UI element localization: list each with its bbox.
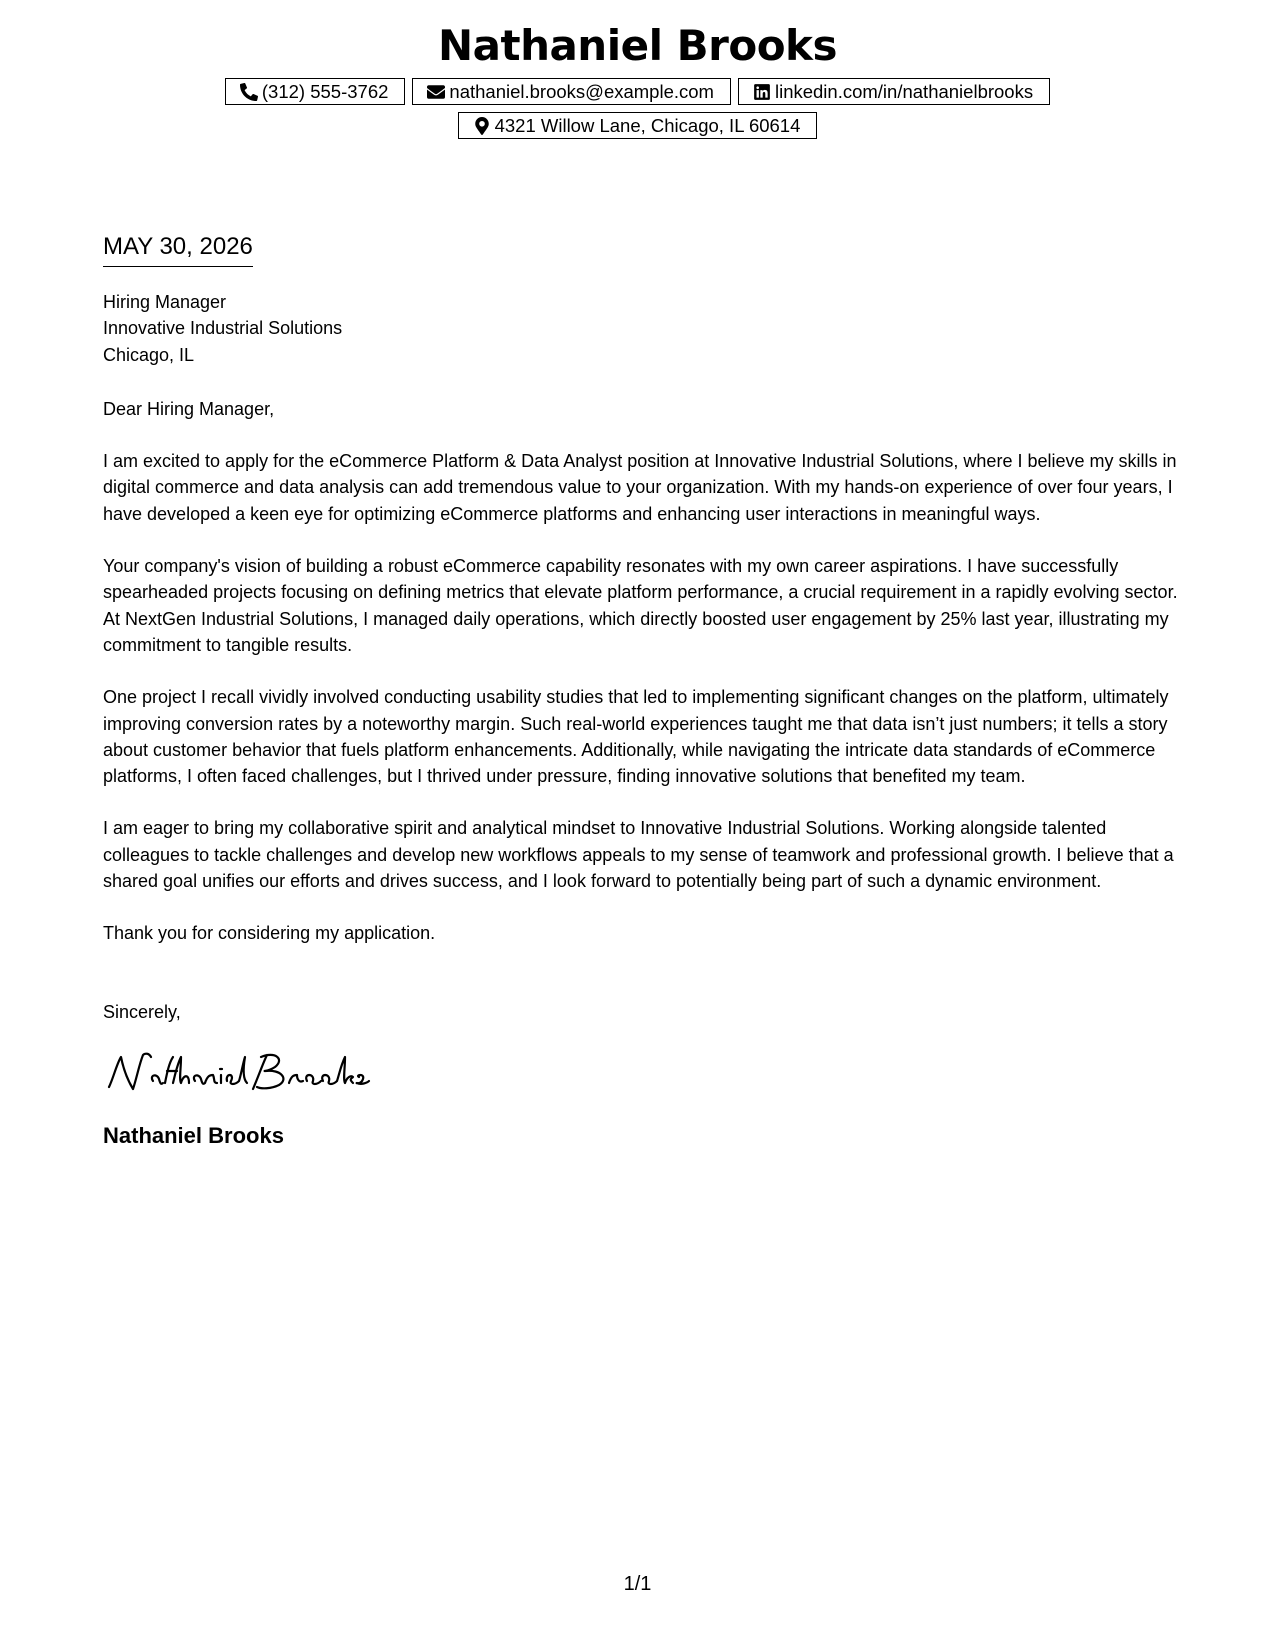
applicant-name: Nathaniel Brooks <box>438 21 837 70</box>
letter-header <box>0 20 1275 139</box>
contact-email-text: nathaniel.brooks@example.com <box>449 81 714 102</box>
contact-address[interactable] <box>458 112 818 139</box>
handwritten-signature <box>103 1049 373 1099</box>
recipient-line: Hiring Manager <box>103 292 227 312</box>
recipient-line: Chicago, IL <box>103 344 195 365</box>
contact-row-primary <box>0 78 1275 105</box>
body-paragraph: I am excited to apply for the eCommerce Platform & Data Analyst position at Innovative Industrial Solutions, where I believe my skills in digital commerce and data analysis can add tremendous value to your organization. With my hands-on experience of over four years, I have developed a keen eye for optimizing eCommerce platforms and enhancing user interactions in meaningful ways. <box>103 451 1177 524</box>
body-paragraph: Thank you for considering my application. <box>103 923 436 944</box>
phone-icon <box>240 83 258 101</box>
contact-email[interactable] <box>412 78 731 105</box>
contact-linkedin[interactable] <box>738 78 1050 105</box>
map-pin-icon <box>473 117 491 135</box>
body-paragraph: One project I recall vividly involved conducting usability studies that led to implementing significant changes on the platform, ultimately improving conversion rates by a noteworthy margin. Such real-world experiences taught me that data isn’t just numbers; it tells a story about customer behavior that fuels platform enhancements. Additionally, while navigating the intricate data standards of eCommerce platforms, I often faced challenges, but I thrived under pressure, finding innovative solutions that benefited my team. <box>103 687 1169 787</box>
closing: Sincerely, <box>103 1001 181 1022</box>
recipient-block <box>103 289 1178 368</box>
contact-phone[interactable] <box>225 78 406 105</box>
contact-address-text: 4321 Willow Lane, Chicago, IL 60614 <box>494 115 801 136</box>
letter-body <box>103 232 1178 1151</box>
recipient-line: Innovative Industrial Solutions <box>103 318 343 339</box>
contact-row-secondary <box>0 112 1275 139</box>
contact-linkedin-text: linkedin.com/in/nathanielbrooks <box>774 81 1034 102</box>
linkedin-icon <box>753 83 771 101</box>
letter-date: MAY 30, 2026 <box>103 232 253 267</box>
signer-name: Nathaniel Brooks <box>103 1122 284 1148</box>
salutation: Dear Hiring Manager, <box>103 398 275 419</box>
envelope-icon <box>427 83 445 101</box>
page-indicator: 1/1 <box>623 1573 652 1595</box>
body-paragraph: I am eager to bring my collaborative spirit and analytical mindset to Innovative Industrial Solutions. Working alongside talented colleagues to tackle challenges and develop new workflows appeals to my sense of teamwork and professional growth. I believe that a shared goal unifies our efforts and drives success, and I look forward to potentially being part of such a dynamic environment. <box>103 818 1174 892</box>
body-paragraph: Your company's vision of building a robust eCommerce capability resonates with my own career aspirations. I have successfully spearheaded projects focusing on defining metrics that elevate platform performance, a crucial requirement in a rapidly evolving sector. At NextGen Industrial Solutions, I managed daily operations, which directly boosted user engagement by 25% last year, illustrating my commitment to tangible results. <box>103 556 1178 655</box>
contact-phone-text: (312) 555-3762 <box>261 81 389 102</box>
